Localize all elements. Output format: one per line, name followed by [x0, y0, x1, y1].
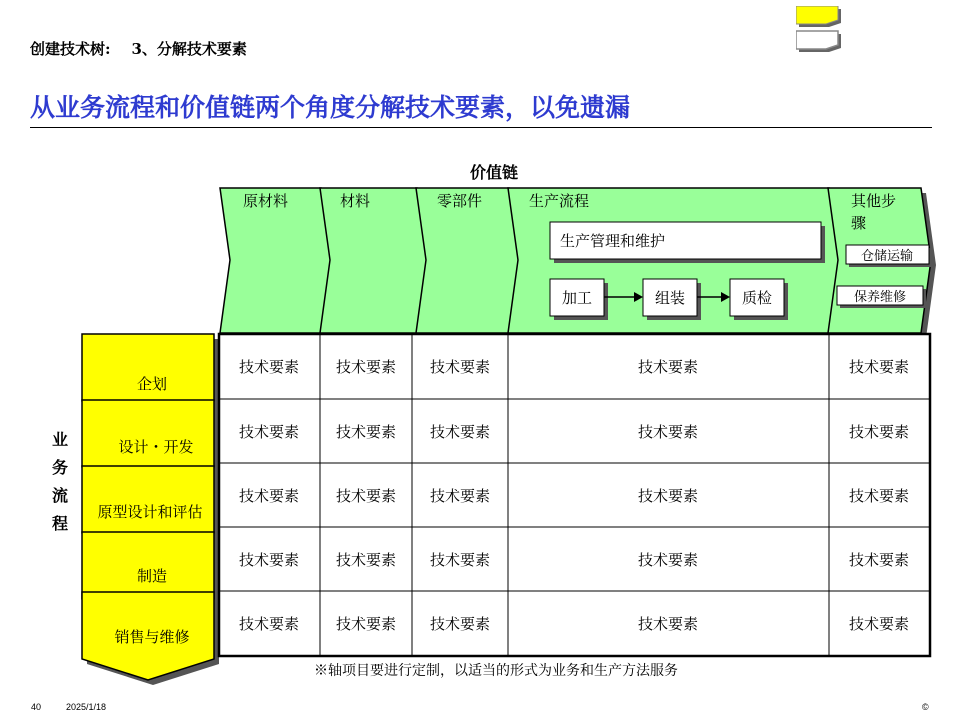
copyright-mark: ©	[922, 702, 929, 712]
matrix-cell: 技术要素	[848, 423, 910, 441]
value-chain-title: 价值链	[470, 163, 519, 182]
matrix-cell: 技术要素	[637, 423, 699, 441]
stage-label-production: 生产流程	[529, 192, 590, 210]
stage-label-other: 其他步	[851, 192, 897, 210]
matrix-cell: 技术要素	[238, 423, 300, 441]
matrix-cell: 技术要素	[848, 551, 910, 569]
breadcrumb-section: 创建技术树:	[30, 40, 111, 58]
business-process-title-char: 务	[51, 458, 68, 477]
matrix-cell: 技术要素	[335, 423, 397, 441]
value-chain-stage-material	[320, 188, 427, 333]
business-process-title-char: 程	[51, 514, 68, 533]
breadcrumb-step: 3、分解技术要素	[131, 40, 247, 58]
matrix-cell: 技术要素	[637, 487, 699, 505]
stage-label-other-line2: 骤	[851, 214, 867, 232]
page-number: 40	[31, 702, 42, 712]
matrix-cell: 技术要素	[429, 487, 491, 505]
matrix-cell: 技术要素	[335, 551, 397, 569]
page-title: 从业务流程和价值链两个角度分解技术要素，以免遗漏	[30, 93, 631, 122]
matrix-cell: 技术要素	[238, 358, 300, 376]
stage-label-material: 材料	[340, 192, 371, 210]
matrix-cell: 技术要素	[429, 358, 491, 376]
business-step-label: 设计・开发	[118, 438, 194, 456]
stage-label-raw-material: 原材料	[243, 192, 289, 210]
matrix-cell: 技术要素	[238, 487, 300, 505]
business-step-label: 销售与维修	[114, 628, 190, 646]
matrix-cell: 技术要素	[637, 615, 699, 633]
matrix-cell: 技术要素	[848, 358, 910, 376]
business-process-title-char: 流	[51, 486, 68, 505]
process-step-label: 质检	[741, 289, 773, 307]
stage-label-parts: 零部件	[437, 192, 483, 210]
footnote: ※轴项目要进行定制，以适当的形式为业务和生产方法服务	[314, 663, 678, 679]
matrix-cell: 技术要素	[848, 615, 910, 633]
other-item-label: 仓储运输	[860, 249, 914, 264]
business-step-label: 原型设计和评估	[97, 503, 203, 521]
matrix-cell: 技术要素	[238, 551, 300, 569]
process-step-label: 组装	[654, 289, 686, 307]
matrix-cell: 技术要素	[335, 615, 397, 633]
business-step-label: 制造	[136, 567, 168, 585]
production-management-label: 生产管理和维护	[560, 232, 666, 250]
matrix-cell: 技术要素	[429, 551, 491, 569]
matrix-cell: 技术要素	[335, 358, 397, 376]
matrix-cell: 技术要素	[429, 615, 491, 633]
process-step-label: 加工	[561, 289, 593, 307]
matrix-cell: 技术要素	[848, 487, 910, 505]
matrix-cell: 技术要素	[238, 615, 300, 633]
tech-element-matrix	[219, 334, 930, 656]
business-step-label: 企划	[136, 375, 168, 393]
other-item-label: 保养维修	[853, 290, 907, 305]
business-process-title-char: 业	[51, 430, 68, 449]
matrix-cell: 技术要素	[637, 551, 699, 569]
matrix-cell: 技术要素	[335, 487, 397, 505]
matrix-cell: 技术要素	[637, 358, 699, 376]
footer-date: 2025/1/18	[66, 702, 107, 712]
matrix-cell: 技术要素	[429, 423, 491, 441]
